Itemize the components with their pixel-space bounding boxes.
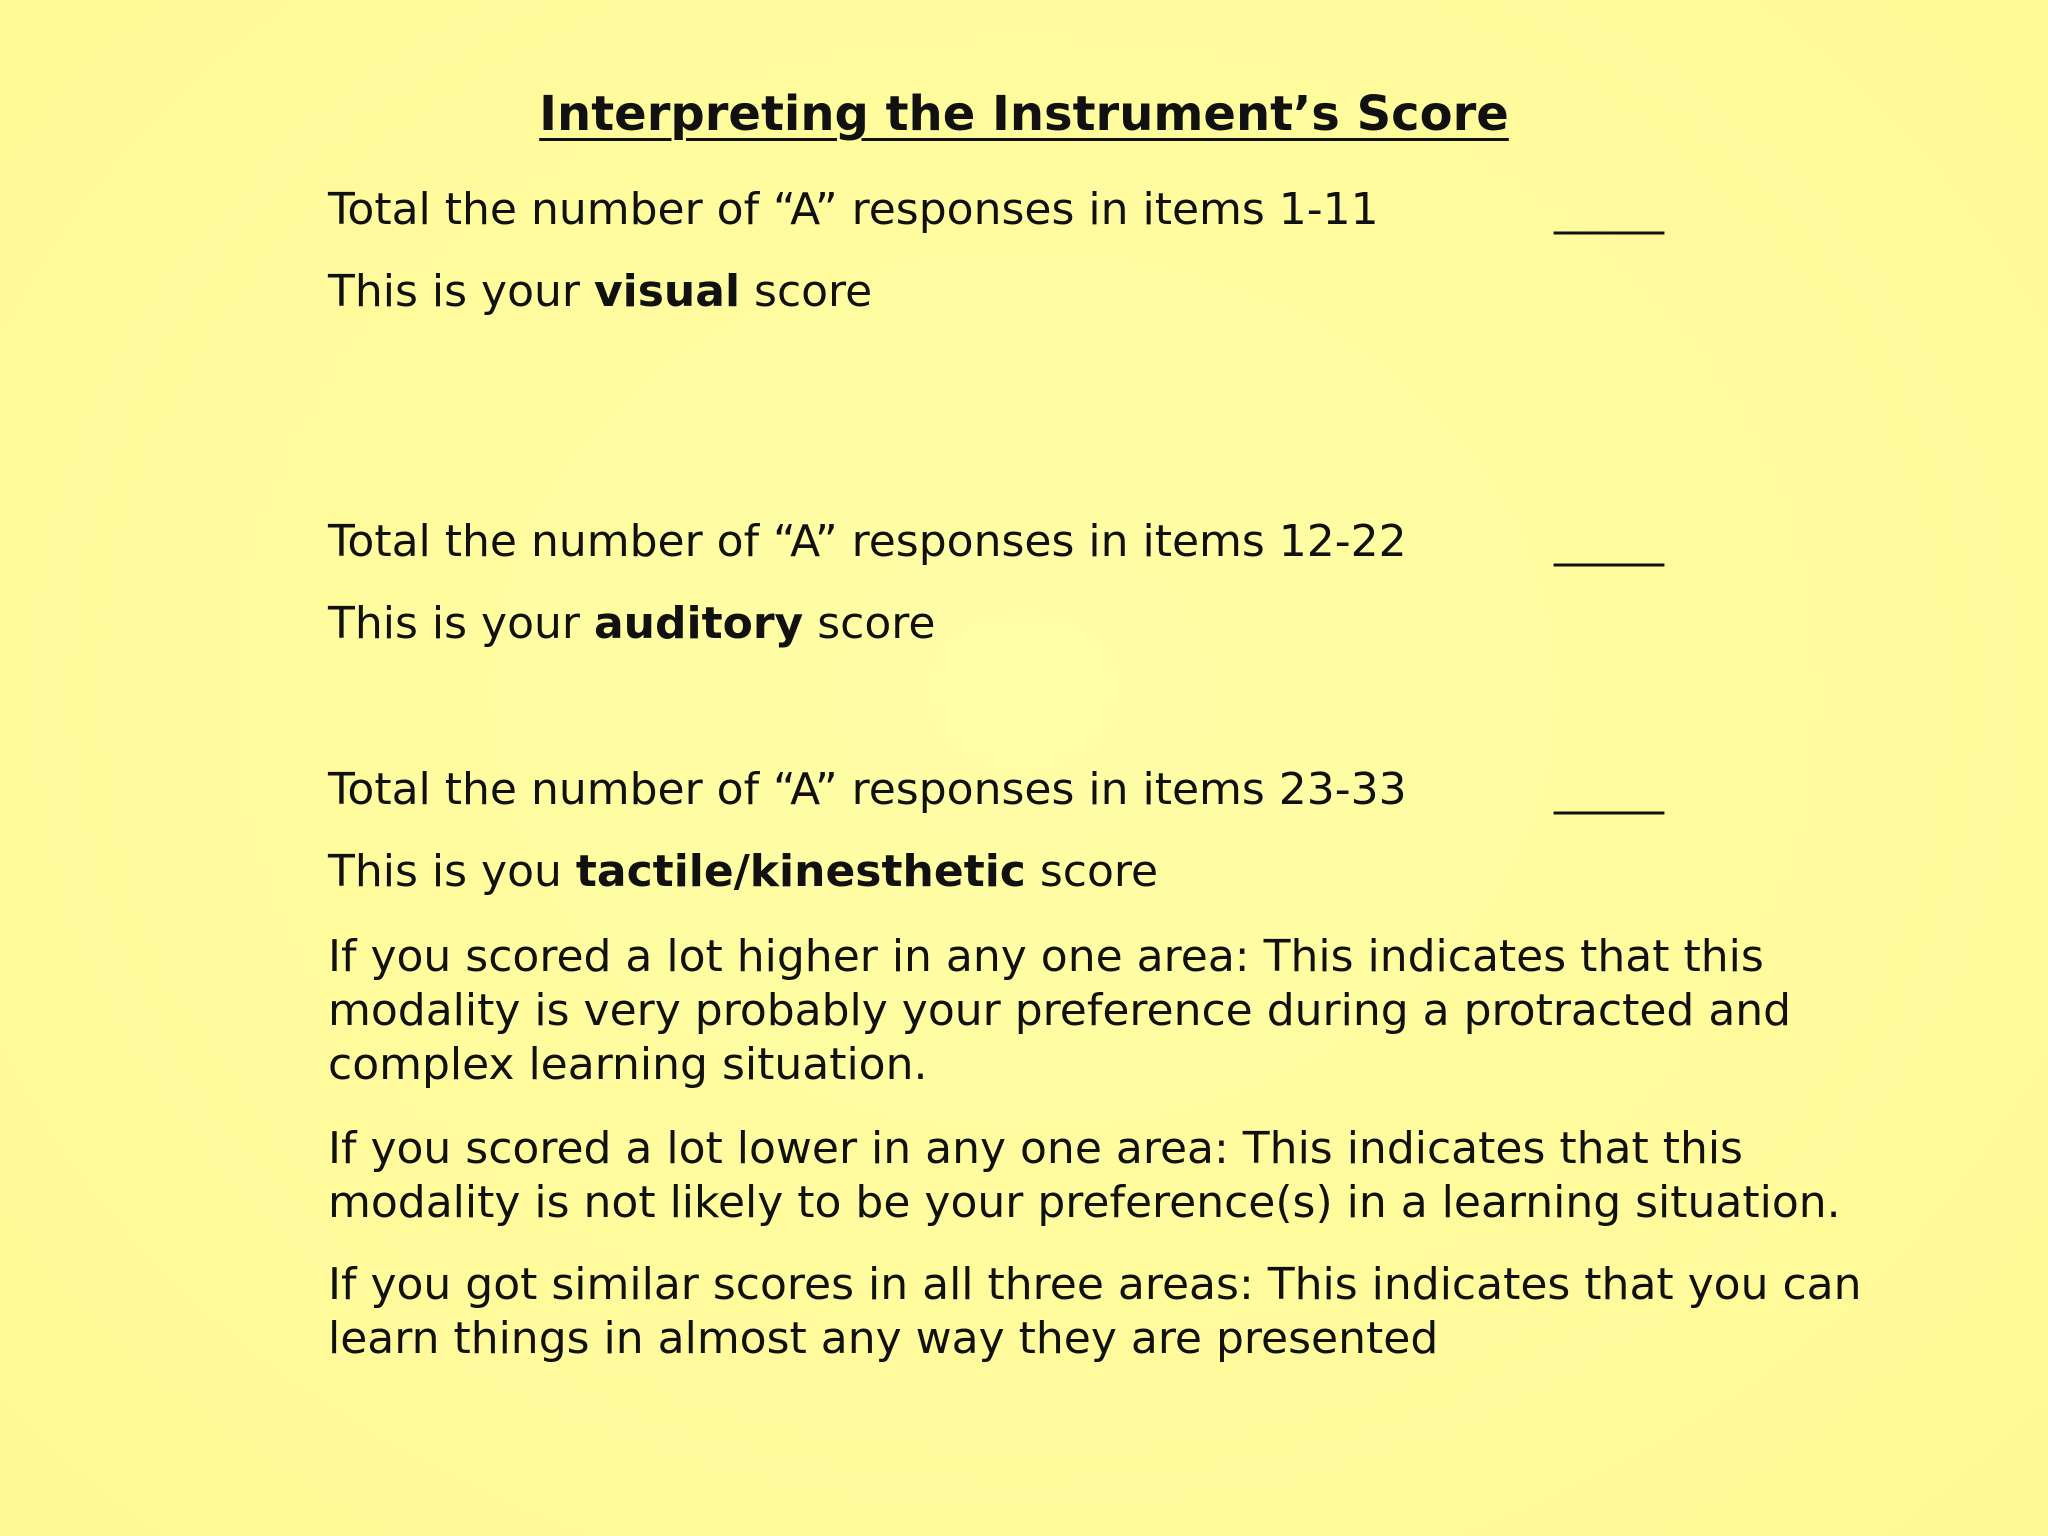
tactile-score-suffix: score: [1025, 846, 1159, 897]
visual-score-suffix: score: [740, 266, 873, 317]
tactile-score-label: [328, 844, 1158, 900]
visual-score-keyword: visual: [593, 266, 741, 317]
slide-title: [0, 82, 2048, 146]
interpretation-lower: If you scored a lot lower in any one area: This indicates that this modality is not likely to be your preference(s) in a learning situation.: [328, 1123, 1841, 1228]
tactile-score-prefix: This is you: [328, 846, 576, 897]
auditory-score-suffix: score: [803, 598, 936, 649]
total-visual-instruction: Total the number of “A” responses in items 1-11: [328, 184, 1379, 235]
visual-score-blank: _____: [1554, 184, 1664, 235]
visual-score-label: [328, 264, 872, 320]
visual-score-prefix: This is your: [328, 266, 594, 317]
interpretation-similar: If you got similar scores in all three areas: This indicates that you can learn things in almost any way they are presented: [328, 1259, 1862, 1364]
auditory-score-blank: _____: [1554, 516, 1664, 567]
total-tactile-instruction: Total the number of “A” responses in items 23-33: [328, 764, 1407, 815]
interpretation-higher: If you scored a lot higher in any one area: This indicates that this modality is very probably your preference during a protracted and complex learning situation.: [328, 931, 1792, 1090]
total-auditory-instruction: Total the number of “A” responses in items 12-22: [328, 516, 1407, 567]
tactile-score-blank: _____: [1554, 764, 1664, 815]
auditory-score-keyword: auditory: [593, 598, 804, 649]
slide-title-text: Interpreting the Instrument’s Score: [539, 86, 1509, 142]
auditory-score-label: [328, 596, 935, 652]
auditory-score-prefix: This is your: [328, 598, 594, 649]
tactile-score-keyword: tactile/kinesthetic: [575, 846, 1026, 897]
